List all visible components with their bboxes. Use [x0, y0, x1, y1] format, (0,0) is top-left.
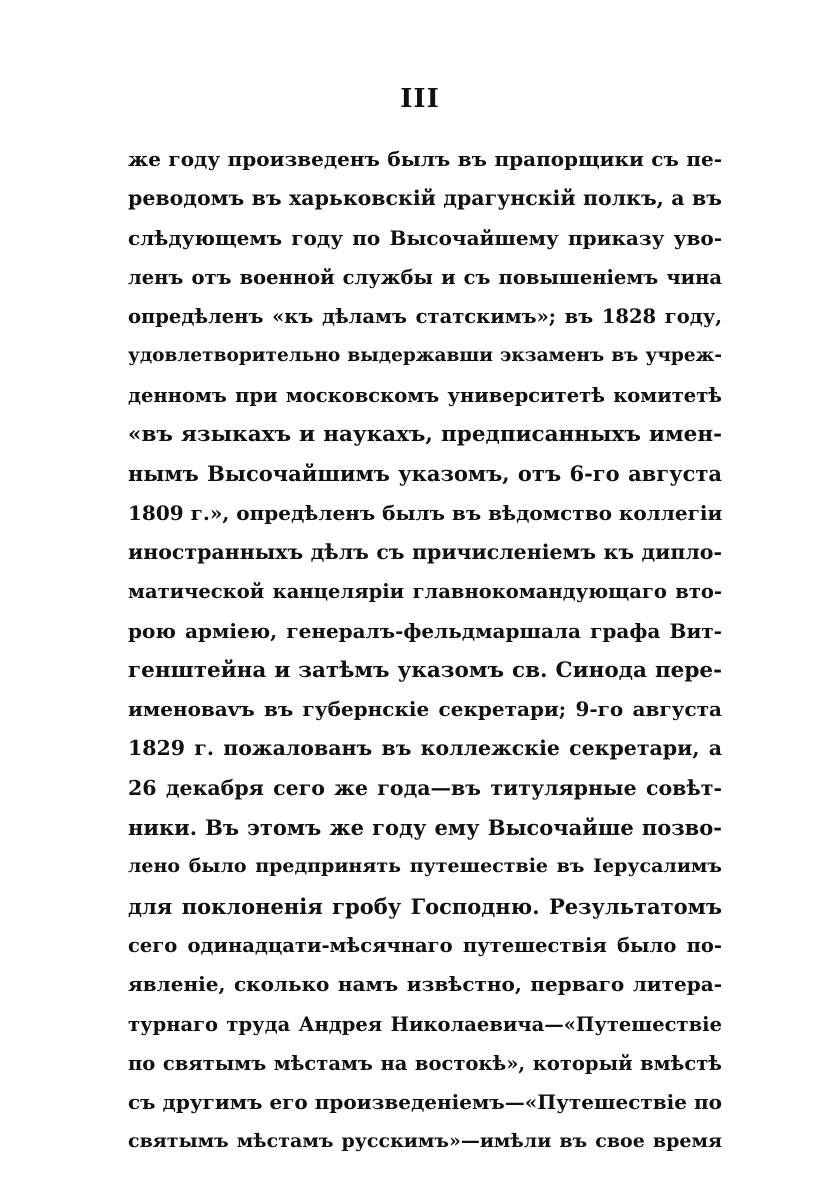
text-line: святымъ мѣстамъ русскимъ»—имѣли въ свое время [128, 1130, 722, 1153]
text-line: опредѣленъ «къ дѣламъ статскимъ»; въ 1828 году, [128, 305, 722, 329]
text-line: иностранныхъ дѣлъ съ причисленіемъ къ дипло- [128, 539, 722, 564]
body-text [128, 140, 722, 1162]
text-line: ленъ отъ военной службы и съ повышеніемъ чина [128, 265, 722, 289]
text-line: 1829 г. пожалованъ въ коллежскіе секретари, а [128, 736, 722, 761]
text-line: 26 декабря сего же года—въ титулярные совѣт- [128, 775, 722, 800]
text-line: нымъ Высочайшимъ указомъ, отъ 6-го августа [128, 461, 722, 487]
text-line: генштейна и затѣмъ указомъ св. Синода пере- [128, 657, 722, 683]
text-line: матической канцеляріи главнокомандующаго вто- [128, 580, 722, 604]
text-line: лено было предпринять путешествіе въ Іерусалимъ [128, 855, 722, 878]
page-number: III [400, 84, 440, 114]
text-line: ники. Въ этомъ же году ему Высочайше позво- [128, 815, 722, 841]
text-line: именоваvъ въ губернскіе секретари; 9-го августа [128, 697, 722, 722]
text-line: «въ языкахъ и наукахъ, предписанныхъ имен- [128, 422, 722, 448]
text-line: для поклоненія гробу Господню. Результатомъ [128, 893, 722, 919]
text-line: турнаго труда Андрея Николаевича—«Путешествіе [128, 1012, 722, 1036]
text-line: слѣдующемъ году по Высочайшему приказу уво- [128, 225, 722, 250]
text-line: денномъ при московскомъ университетѣ комитетѣ [128, 383, 722, 407]
text-line: сего одинадцати-мѣсячнаго путешествія было по- [128, 933, 722, 957]
text-line: удовлетворительно выдержавши экзаменъ въ учреж- [128, 345, 722, 367]
text-line: по святымъ мѣстамъ на востокѣ», который вмѣстѣ [128, 1051, 722, 1075]
text-line: явленіе, сколько намъ извѣстно, перваго литера- [128, 972, 722, 997]
text-line: съ другимъ его произведеніемъ—«Путешествіе по [128, 1090, 722, 1115]
text-line: рою арміею, генералъ-фельдмаршала графа Вит- [128, 618, 722, 643]
text-line: реводомъ въ харьковскій драгунскій полкъ, а въ [128, 186, 722, 211]
text-line: 1809 г.», опредѣленъ былъ въ вѣдомство коллегіи [128, 500, 722, 525]
text-line: же году произведенъ былъ въ прапорщики съ пе- [128, 147, 722, 171]
